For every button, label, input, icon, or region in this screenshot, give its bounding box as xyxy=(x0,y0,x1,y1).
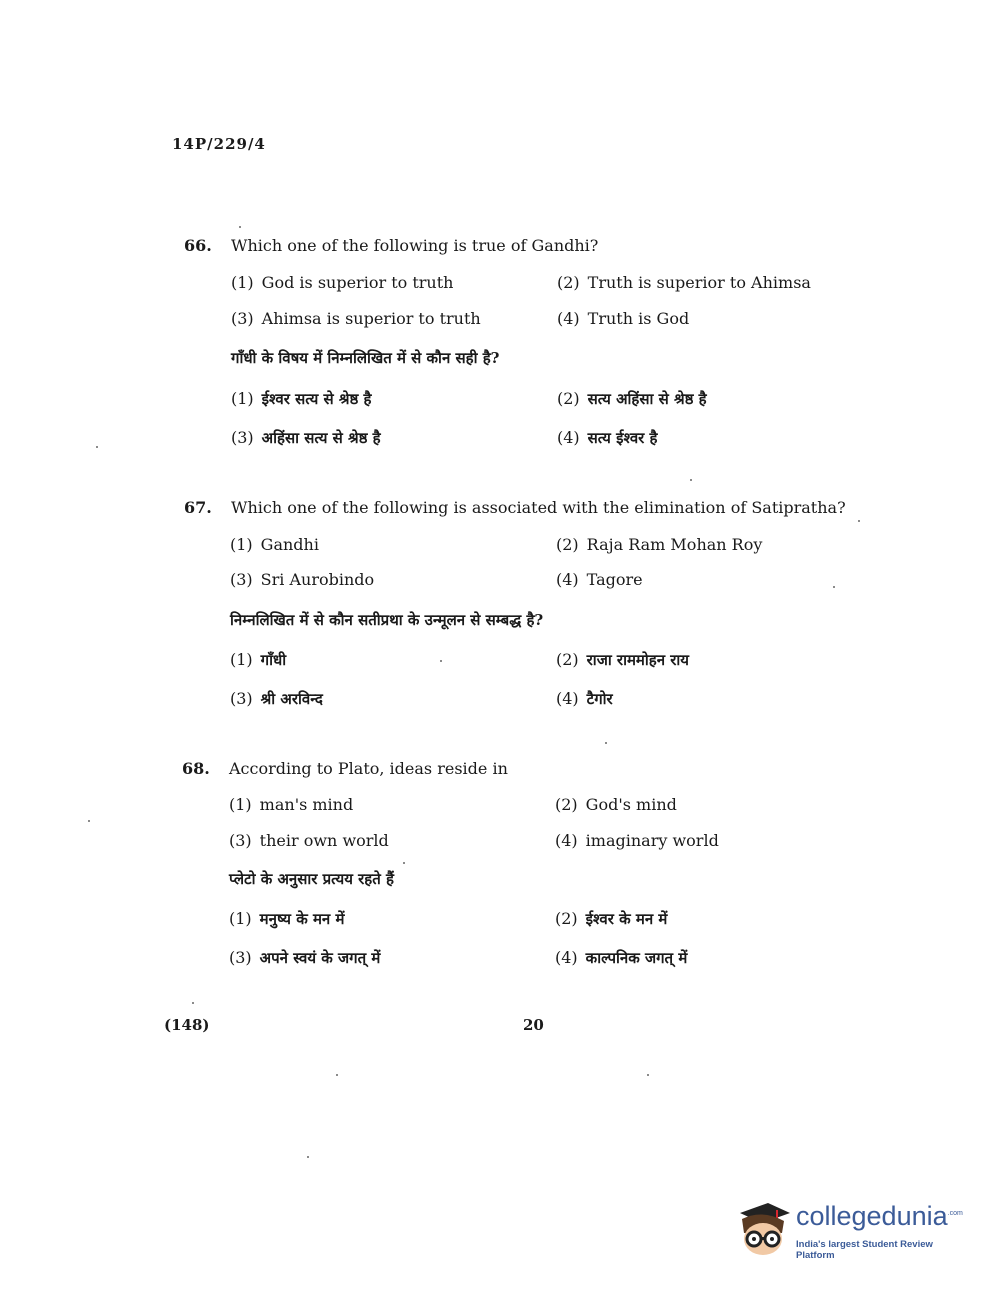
option-hi-2 xyxy=(557,389,707,409)
option-label: (2) xyxy=(555,795,578,814)
option-hi-3 xyxy=(231,428,381,448)
option-en-3 xyxy=(230,570,374,589)
option-label: (2) xyxy=(557,273,580,292)
option-text: Tagore xyxy=(586,570,643,589)
option-hi-1 xyxy=(229,909,344,929)
question-text-en: Which one of the following is true of Gandhi? xyxy=(231,236,599,255)
option-label: (2) xyxy=(557,389,580,408)
brand-text: collegedunia xyxy=(796,1201,948,1231)
option-en-4 xyxy=(555,831,719,850)
brand-name xyxy=(796,1201,963,1232)
option-text: ईश्वर के मन में xyxy=(585,910,668,928)
brand-tagline: India's largest Student Review Platform xyxy=(796,1239,933,1261)
option-label: (3) xyxy=(230,689,253,708)
option-label: (4) xyxy=(557,309,580,328)
option-en-1 xyxy=(229,795,353,814)
option-text: Raja Ram Mohan Roy xyxy=(586,535,763,554)
option-text: अपने स्वयं के जगत् में xyxy=(259,949,381,967)
question-text-en: Which one of the following is associated with the elimination of Satipratha? xyxy=(231,498,846,517)
option-label: (3) xyxy=(231,309,254,328)
option-text: their own world xyxy=(259,831,389,850)
option-text: सत्य ईश्वर है xyxy=(587,429,658,447)
option-text: Gandhi xyxy=(260,535,319,554)
option-hi-3 xyxy=(230,689,323,709)
option-hi-1 xyxy=(231,389,372,409)
option-hi-4 xyxy=(557,428,658,448)
option-label: (3) xyxy=(230,570,253,589)
option-text: ईश्वर सत्य से श्रेष्ठ है xyxy=(261,390,372,408)
option-label: (4) xyxy=(556,689,579,708)
option-label: (3) xyxy=(229,831,252,850)
collegedunia-logo xyxy=(732,1195,962,1265)
option-text: Ahimsa is superior to truth xyxy=(261,309,481,328)
paper-code: 14P/229/4 xyxy=(172,135,266,153)
option-hi-2 xyxy=(556,650,689,670)
option-text: श्री अरविन्द xyxy=(260,690,323,708)
option-text: काल्पनिक जगत् में xyxy=(585,949,688,967)
option-en-4 xyxy=(557,309,689,328)
option-text: Sri Aurobindo xyxy=(260,570,375,589)
option-hi-2 xyxy=(555,909,667,929)
option-label: (2) xyxy=(556,535,579,554)
option-label: (1) xyxy=(230,650,253,669)
option-text: Truth is God xyxy=(587,309,690,328)
question-text-en: According to Plato, ideas reside in xyxy=(229,759,508,778)
question-text-hi: प्लेटो के अनुसार प्रत्यय रहते हैं xyxy=(229,870,394,888)
option-label: (3) xyxy=(231,428,254,447)
footer-code: (148) xyxy=(164,1016,210,1034)
option-text: राजा राममोहन राय xyxy=(586,651,690,669)
option-text: टैगोर xyxy=(586,690,613,708)
option-label: (2) xyxy=(556,650,579,669)
option-text: imaginary world xyxy=(585,831,719,850)
option-text: Truth is superior to Ahimsa xyxy=(587,273,811,292)
option-label: (4) xyxy=(555,948,578,967)
option-en-4 xyxy=(556,570,643,589)
option-hi-1 xyxy=(230,650,286,670)
option-label: (4) xyxy=(555,831,578,850)
option-label: (3) xyxy=(229,948,252,967)
option-label: (1) xyxy=(229,909,252,928)
option-label: (4) xyxy=(556,570,579,589)
option-text: सत्य अहिंसा से श्रेष्ठ है xyxy=(587,390,707,408)
option-text: God is superior to truth xyxy=(261,273,454,292)
option-hi-3 xyxy=(229,948,380,968)
question-text-hi: निम्नलिखित में से कौन सतीप्रथा के उन्मूलन से सम्बद्ध है? xyxy=(230,611,544,629)
option-text: अहिंसा सत्य से श्रेष्ठ है xyxy=(261,429,381,447)
option-hi-4 xyxy=(556,689,613,709)
mascot-icon xyxy=(732,1197,794,1259)
option-text: मनुष्य के मन में xyxy=(259,910,345,928)
question-number: 68. xyxy=(182,759,210,778)
option-text: God's mind xyxy=(585,795,677,814)
option-en-2 xyxy=(555,795,677,814)
question-number: 66. xyxy=(184,236,212,255)
option-en-1 xyxy=(230,535,319,554)
option-label: (4) xyxy=(557,428,580,447)
option-en-1 xyxy=(231,273,453,292)
option-label: (1) xyxy=(230,535,253,554)
question-text-hi: गाँधी के विषय में निम्नलिखित में से कौन सही है? xyxy=(231,349,500,367)
question-number: 67. xyxy=(184,498,212,517)
option-text: गाँधी xyxy=(260,651,287,669)
brand-com: .com xyxy=(947,1210,963,1217)
option-label: (1) xyxy=(231,389,254,408)
page-number: 20 xyxy=(523,1016,544,1034)
option-label: (2) xyxy=(555,909,578,928)
option-text: man's mind xyxy=(259,795,354,814)
option-label: (1) xyxy=(229,795,252,814)
option-en-3 xyxy=(231,309,481,328)
option-en-3 xyxy=(229,831,389,850)
option-en-2 xyxy=(556,535,762,554)
option-en-2 xyxy=(557,273,811,292)
option-hi-4 xyxy=(555,948,687,968)
option-label: (1) xyxy=(231,273,254,292)
